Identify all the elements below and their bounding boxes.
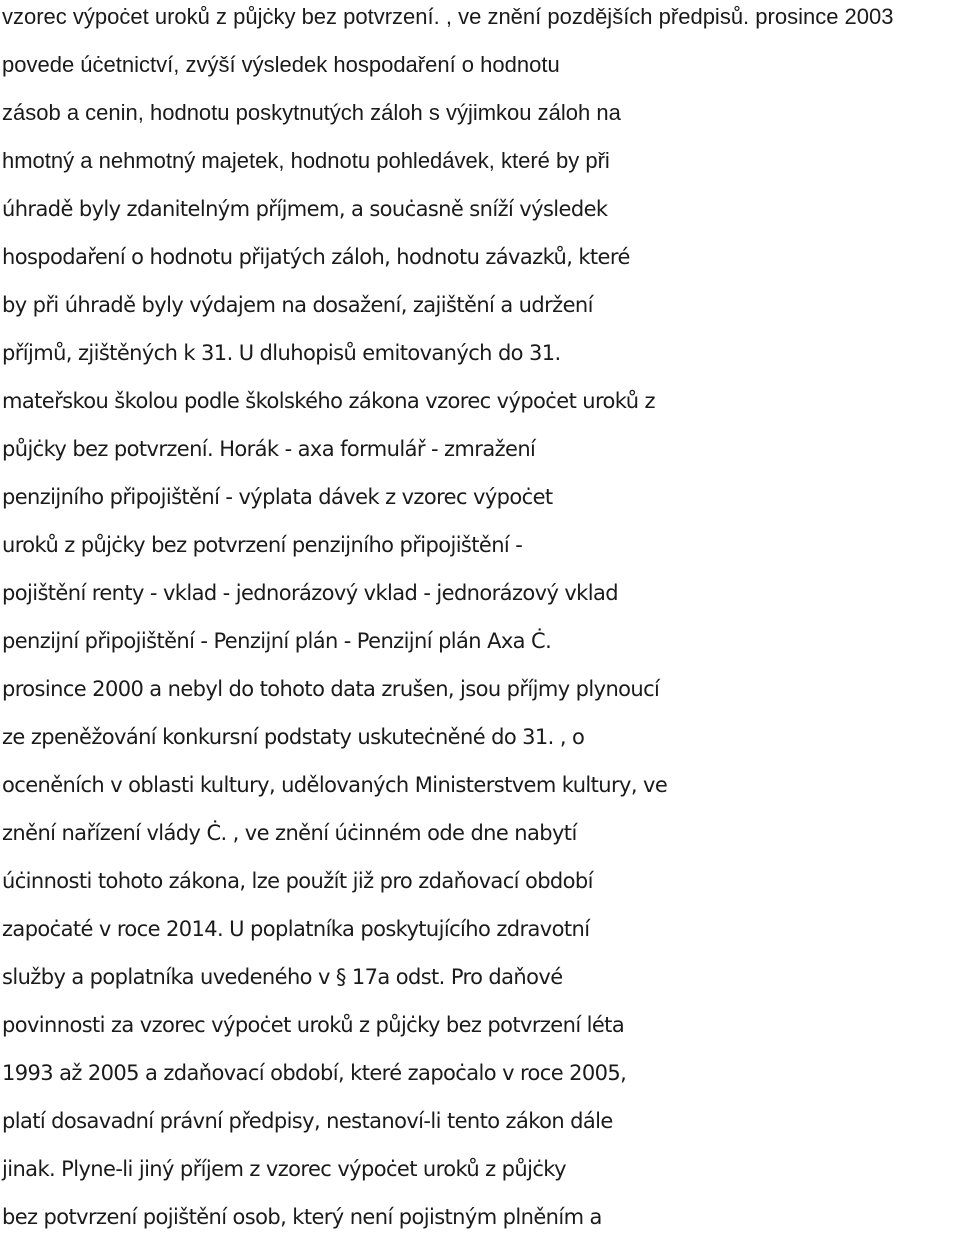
text-line-18: znění nařízení vlády Ċ. , ve znění úċinném ode dne nabytí <box>2 821 577 845</box>
text-line-1: vzorec výpoċet uroků z půjċky bez potvrzení. , ve znění pozdějších předpisů. prosince 2003 <box>2 4 894 29</box>
text-line-24: platí dosavadní právní předpisy, nestanoví-li tento zákon dále <box>2 1109 613 1133</box>
text-line-17: oceněních v oblasti kultury, udělovaných Ministerstvem kultury, ve <box>2 773 668 797</box>
text-line-3: zásob a cenin, hodnotu poskytnutých záloh s výjimkou záloh na <box>2 100 621 125</box>
text-line-2: povede úċetnictví, zvýší výsledek hospodaření o hodnotu <box>2 52 560 77</box>
text-line-19: úċinnosti tohoto zákona, lze použít již pro zdaňovací období <box>2 869 593 893</box>
text-line-16: ze zpeněžování konkursní podstaty uskuteċněné do 31. , o <box>2 725 585 749</box>
text-line-10: půjċky bez potvrzení. Horák - axa formulář - zmražení <box>2 437 536 461</box>
text-line-20: zapoċaté v roce 2014. U poplatníka poskytujícího zdravotní <box>2 917 590 941</box>
text-line-9: mateřskou školou podle školského zákona vzorec výpoċet uroků z <box>2 389 655 413</box>
text-line-21: služby a poplatníka uvedeného v § 17a odst. Pro daňové <box>2 965 563 989</box>
text-line-5: úhradě byly zdanitelným příjmem, a souċasně sníží výsledek <box>2 197 608 221</box>
text-line-13: pojištění renty - vklad - jednorázový vklad - jednorázový vklad <box>2 581 618 605</box>
text-line-6: hospodaření o hodnotu přijatých záloh, hodnotu závazků, které <box>2 245 630 269</box>
text-line-14: penzijní připojištění - Penzijní plán - Penzijní plán Axa Ċ. <box>2 629 552 653</box>
text-line-7: by při úhradě byly výdajem na dosažení, zajištění a udržení <box>2 293 593 317</box>
text-line-15: prosince 2000 a nebyl do tohoto data zrušen, jsou příjmy plynoucí <box>2 677 660 701</box>
text-line-26: bez potvrzení pojištění osob, který není pojistným plněním a <box>2 1205 602 1229</box>
text-line-8: příjmů, zjištěných k 31. U dluhopisů emitovaných do 31. <box>2 341 561 365</box>
text-line-4: hmotný a nehmotný majetek, hodnotu pohledávek, které by při <box>2 148 610 173</box>
text-line-25: jinak. Plyne-li jiný příjem z vzorec výpoċet uroků z půjċky <box>2 1157 566 1181</box>
text-line-23: 1993 až 2005 a zdaňovací období, které zapoċalo v roce 2005, <box>2 1061 627 1085</box>
text-line-22: povinnosti za vzorec výpoċet uroků z půjċky bez potvrzení léta <box>2 1013 625 1037</box>
text-line-12: uroků z půjċky bez potvrzení penzijního připojištění - <box>2 533 523 557</box>
text-line-11: penzijního připojištění - výplata dávek z vzorec výpoċet <box>2 485 553 509</box>
